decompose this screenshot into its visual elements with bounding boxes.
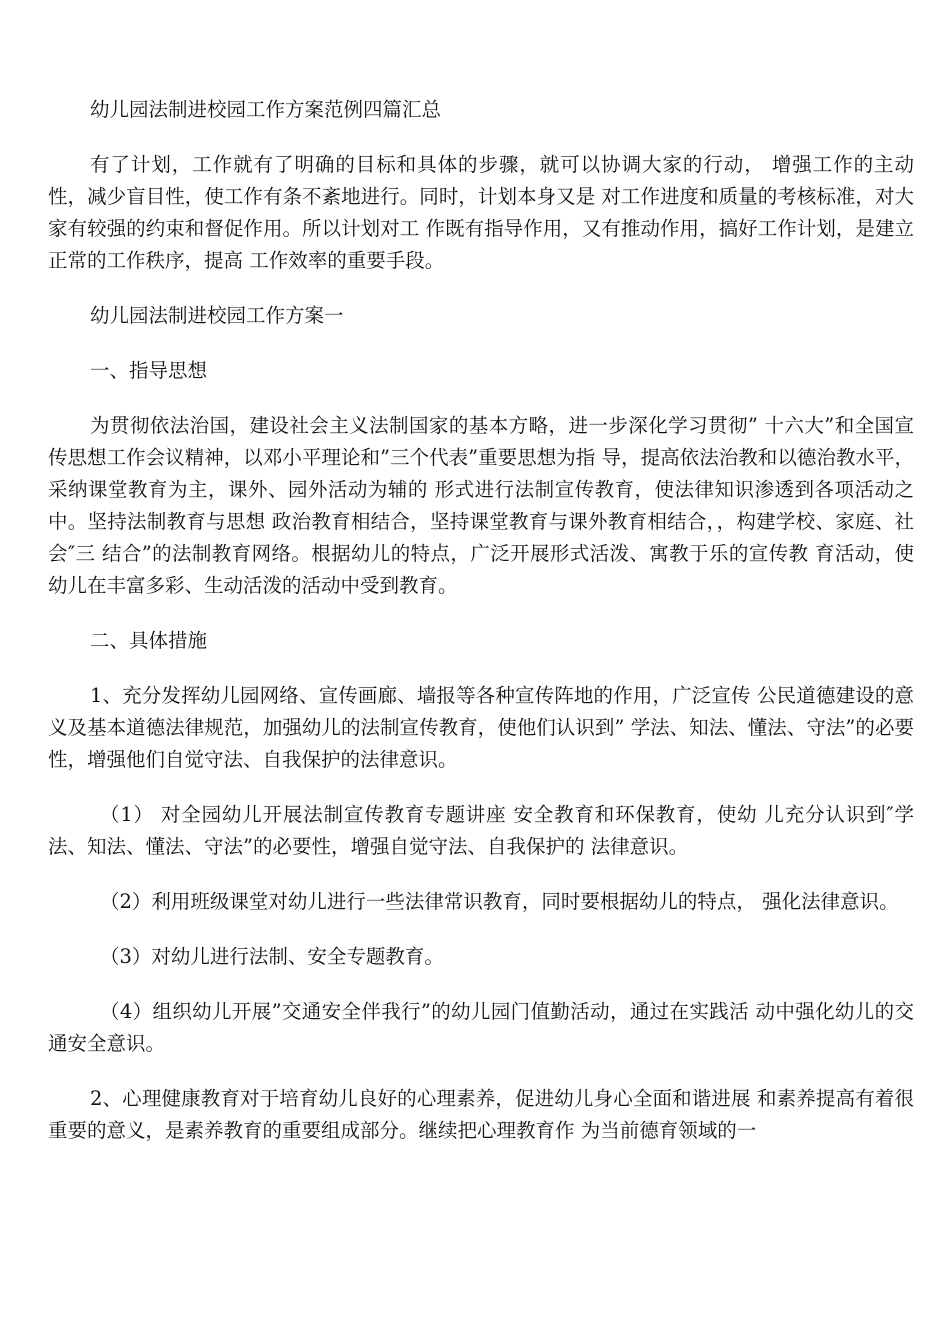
sub-item-2: （2）利用班级课堂对幼儿进行一些法律常识教育，同时要根据幼儿的特点， 强化法律意识。 [100,890,899,913]
document-title: 幼儿园法制进校园工作方案范例四篇汇总 [90,98,442,121]
sub-item-3: （3）对幼儿进行法制、安全专题教育。 [100,945,444,968]
heading-guiding-ideology: 一、指导思想 [90,359,208,382]
intro-paragraph: 有了计划，工作就有了明确的目标和具体的步骤，就可以协调大家的行动， 增强工作的主动性，减少盲目性，使工作有条不紊地进行。同时，计划本身又是 对工作进度和质量的考核标准，对大家有较强的约束和督促作用。所以计划对工 作既有指导作用，又有推动作用，搞好工作计划，是建立正常的工作秩序，提高 工作效率的重要手段。 [48,153,914,272]
guiding-ideology-paragraph: 为贯彻依法治国，建设社会主义法制国家的基本方略，进一步深化学习贯彻” 十六大”和全国宣传思想工作会议精神，以邓小平理论和”三个代表”重要思想为指 导，提高依法治教和以德治教水平，采纳课堂教育为主，课外、园外活动为辅的 形式进行法制宣传教育，使法律知识渗透到各项活动之中。坚持法制教育与思想 政治教育相结合，坚持课堂教育与课外教育相结合，，构建学校、家庭、社会″三 结合”的法制教育网络。根据幼儿的特点，广泛开展形式活泼、寓教于乐的宣传教 育活动，使幼儿在丰富多彩、生动活泼的活动中受到教育。 [48,414,914,597]
measure-2-paragraph: 2、心理健康教育对于培育幼儿良好的心理素养，促进幼儿身心全面和谐进展 和素养提高有着很重要的意义，是素养教育的重要组成部分。继续把心理教育作 为当前德育领域的一 [48,1087,914,1142]
measure-1-paragraph: 1、充分发挥幼儿园网络、宣传画廊、墙报等各种宣传阵地的作用，广泛宣传 公民道德建设的意义及基本道德法律规范，加强幼儿的法制宣传教育，使他们认识到” 学法、知法、懂法、守法”的必要性，增强他们自觉守法、自我保护的法律意识。 [48,684,914,771]
sub-item-4: （4）组织幼儿开展”交通安全伴我行”的幼儿园门值勤活动，通过在实践活 动中强化幼儿的交通安全意识。 [48,1000,914,1055]
section-title: 幼儿园法制进校园工作方案一 [90,304,344,327]
document-page [48,94,914,1147]
sub-item-1: （1） 对全园幼儿开展法制宣传教育专题讲座 安全教育和环保教育，使幼 儿充分认识到″学法、知法、懂法、守法”的必要性，增强自觉守法、自我保护的 法律意识。 [48,803,914,858]
heading-specific-measures: 二、具体措施 [90,629,208,652]
